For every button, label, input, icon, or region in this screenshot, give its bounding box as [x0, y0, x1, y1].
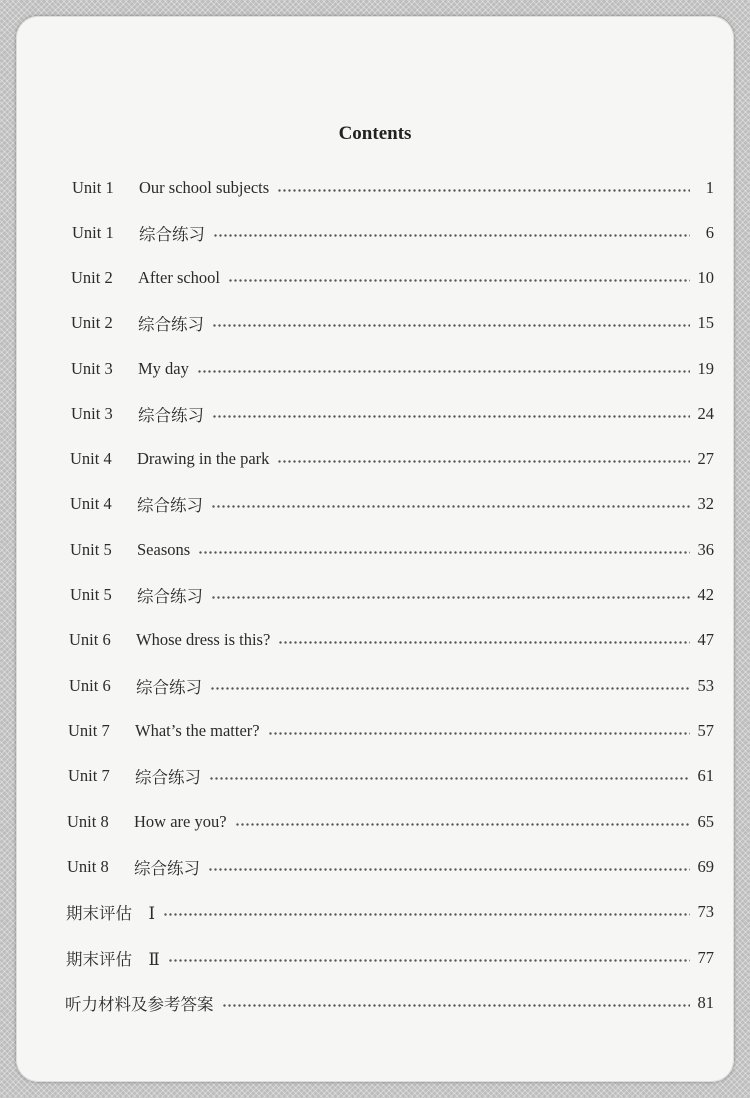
toc-entry-title: What’s the matter?: [135, 721, 260, 740]
dot-leader: [277, 189, 690, 192]
toc-entry: [68, 764, 714, 788]
toc-entry: [71, 357, 714, 381]
toc-page-number: 1: [705, 178, 714, 197]
dot-leader: [235, 823, 690, 826]
toc-entry-title: 综合练习: [135, 768, 201, 787]
toc-entry: [70, 538, 714, 562]
toc-unit-label: Unit 5: [70, 585, 112, 604]
toc-page-number: 53: [697, 676, 714, 695]
dot-leader: [212, 324, 690, 327]
toc-entry-title: Seasons: [137, 540, 191, 559]
dot-leader: [197, 370, 690, 373]
toc-page-number: 24: [697, 404, 714, 423]
toc-unit-label: Unit 2: [71, 313, 113, 332]
dot-leader: [208, 868, 690, 871]
toc-page-number: 73: [697, 902, 714, 921]
dot-leader: [278, 641, 690, 644]
toc-entry: [71, 311, 714, 335]
toc-page-number: 61: [697, 766, 714, 785]
dot-leader: [209, 777, 690, 780]
toc-entry-title: 综合练习: [138, 406, 204, 425]
toc-entry: [71, 402, 714, 426]
toc-entry: [72, 176, 714, 200]
toc-unit-label: Unit 1: [72, 178, 114, 197]
dot-leader: [222, 1004, 691, 1007]
toc-page-number: 42: [697, 585, 714, 604]
toc-entry: [66, 946, 714, 970]
toc-entry-title: 综合练习: [138, 315, 204, 334]
dot-leader: [211, 596, 690, 599]
toc-page-number: 69: [697, 857, 714, 876]
toc-unit-label: Unit 8: [67, 857, 109, 876]
toc-unit-label: Unit 6: [69, 676, 111, 695]
toc-unit-label: Unit 7: [68, 766, 110, 785]
toc-page-number: 65: [697, 812, 714, 831]
toc-entry-title: 综合练习: [134, 859, 200, 878]
toc-entry-title: 期末评估 Ⅱ: [66, 950, 160, 969]
toc-page-number: 32: [697, 494, 714, 513]
toc-unit-label: Unit 1: [72, 223, 114, 242]
toc-unit-label: Unit 8: [67, 812, 109, 831]
toc-unit-label: Unit 5: [70, 540, 112, 559]
dot-leader: [210, 687, 690, 690]
toc-entry-title: 综合练习: [137, 496, 203, 515]
dot-leader: [211, 505, 690, 508]
toc-entry-title: How are you?: [134, 812, 227, 831]
toc-entry-title: Drawing in the park: [137, 449, 270, 468]
toc-unit-label: Unit 7: [68, 721, 110, 740]
toc-page-number: 27: [697, 449, 714, 468]
toc-unit-label: Unit 3: [71, 359, 113, 378]
toc-entry: [68, 719, 714, 743]
toc-unit-label: Unit 6: [69, 630, 111, 649]
toc-unit-label: Unit 2: [71, 268, 113, 287]
toc-entry: [70, 492, 714, 516]
toc-unit-label: Unit 4: [70, 494, 112, 513]
toc-entry-title: After school: [138, 268, 221, 287]
toc-entry: [67, 810, 714, 834]
toc-entry: [72, 221, 714, 245]
toc-page-number: 81: [697, 993, 714, 1012]
dot-leader: [268, 732, 690, 735]
dot-leader: [277, 460, 690, 463]
toc-entry: [71, 266, 714, 290]
toc-entry: [66, 900, 714, 924]
toc-unit-label: Unit 4: [70, 449, 112, 468]
toc-entry-title: 综合练习: [137, 587, 203, 606]
dot-leader: [163, 913, 690, 916]
toc-page-number: 36: [697, 540, 714, 559]
toc-entry: [69, 674, 714, 698]
dot-leader: [228, 279, 690, 282]
toc-entry-title: 期末评估 Ⅰ: [66, 904, 156, 923]
toc-entry-title: 综合练习: [136, 678, 202, 697]
toc-entry-title: 听力材料及参考答案: [65, 995, 214, 1014]
toc-entry: [70, 447, 714, 471]
toc-page-number: 47: [697, 630, 714, 649]
dot-leader: [212, 415, 690, 418]
toc-entry-title: My day: [138, 359, 189, 378]
toc-page-number: 6: [705, 223, 714, 242]
toc-unit-label: Unit 3: [71, 404, 113, 423]
page-title: Contents: [338, 123, 412, 144]
toc-entry: [70, 583, 714, 607]
toc-page-number: 10: [697, 268, 714, 287]
dot-leader: [198, 551, 690, 554]
toc-entry: [69, 628, 714, 652]
toc-entry: [67, 855, 714, 879]
dot-leader: [213, 234, 690, 237]
toc-page-number: 77: [697, 948, 714, 967]
dot-leader: [168, 959, 690, 962]
toc-page-number: 19: [697, 359, 714, 378]
toc-entry: [65, 991, 714, 1015]
toc-entry-title: 综合练习: [139, 225, 205, 244]
document-page: [16, 16, 734, 1082]
toc-page-number: 15: [697, 313, 714, 332]
toc-entry-title: Whose dress is this?: [136, 630, 271, 649]
toc-entry-title: Our school subjects: [139, 178, 270, 197]
toc-page-number: 57: [697, 721, 714, 740]
